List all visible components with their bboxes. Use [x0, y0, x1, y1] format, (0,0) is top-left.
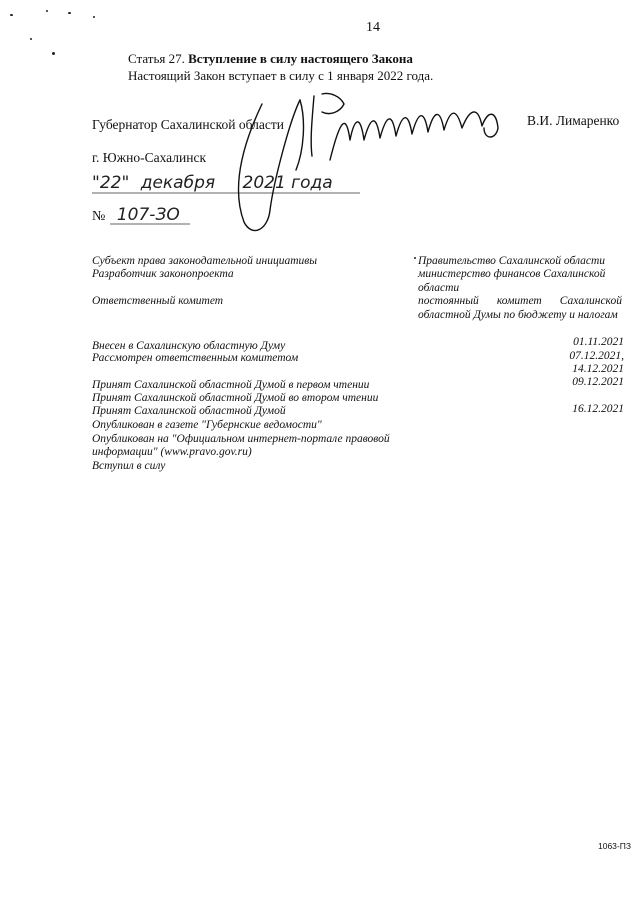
- date-day: 22: [99, 173, 122, 193]
- governor-position: Губернатор Сахалинской области: [92, 117, 284, 132]
- date-quote-close: ": [121, 173, 130, 193]
- signature-stroke-loop: [238, 100, 300, 231]
- signature-stroke-body: [330, 112, 498, 160]
- published-portal-label-2: информации" (www.pravo.gov.ru): [92, 446, 252, 458]
- first-reading-date: 09.12.2021: [572, 376, 624, 388]
- article-title: Вступление в силу настоящего Закона: [188, 51, 413, 66]
- second-reading-label: Принят Сахалинской областной Думой во втором чтении: [92, 392, 379, 404]
- first-reading-label: Принят Сахалинской областной Думой в первом чтении: [92, 379, 370, 391]
- footer-code: 1063-ПЗ: [598, 841, 631, 851]
- published-gazette-label: Опубликован в газете "Губернские ведомости": [92, 419, 322, 431]
- signature-stroke-hook: [322, 93, 344, 113]
- published-portal-label-1: Опубликован на "Официальном интернет-портале правовой: [92, 433, 390, 445]
- signature-stroke-initial: [296, 96, 314, 170]
- reviewed-date-1: 07.12.2021,: [569, 350, 624, 362]
- adopted-date: 16.12.2021: [572, 403, 624, 415]
- subject-value: Правительство Сахалинской области: [418, 255, 606, 267]
- date-year: 2021 года: [242, 173, 333, 193]
- reviewed-label: Рассмотрен ответственным комитетом: [92, 352, 299, 364]
- reviewed-date-2: 14.12.2021: [572, 363, 624, 375]
- introduced-date: 01.11.2021: [573, 336, 624, 348]
- governor-name: В.И. Лимаренко: [527, 113, 620, 128]
- article-text: Настоящий Закон вступает в силу с 1 января 2022 года.: [128, 68, 434, 83]
- developer-label: Разработчик законопроекта: [92, 268, 234, 280]
- subject-label: Субъект права законодательной инициативы: [92, 255, 318, 267]
- committee-value: постоянный комитет Сахалинской областной Думы по бюджету и налогам: [418, 295, 622, 321]
- city: г. Южно-Сахалинск: [92, 150, 207, 165]
- developer-value: министерство финансов Сахалинской области: [418, 268, 606, 294]
- date-quote-open: ": [92, 173, 100, 193]
- number-value: 107-ЗО: [116, 205, 180, 225]
- in-force-label: Вступил в силу: [92, 460, 166, 472]
- number-label: №: [92, 209, 106, 224]
- introduced-label: Внесен в Сахалинскую областную Думу: [92, 340, 286, 352]
- date-month: декабря: [140, 173, 216, 193]
- committee-label: Ответственный комитет: [92, 295, 224, 307]
- adopted-label: Принят Сахалинской областной Думой: [92, 405, 286, 417]
- page-number: 14: [366, 20, 380, 35]
- article-number: Статья 27.: [128, 51, 189, 66]
